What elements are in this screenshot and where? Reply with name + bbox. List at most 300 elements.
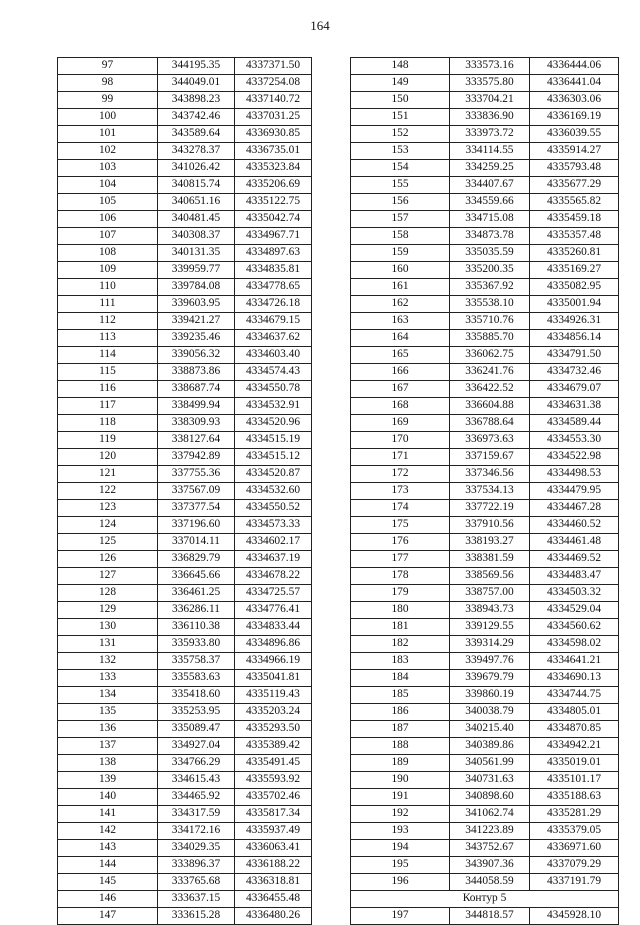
y-coordinate-cell: 4336455.48 [235, 891, 312, 908]
x-coordinate-cell: 335885.70 [450, 330, 530, 347]
point-number-cell: 114 [58, 347, 158, 364]
x-coordinate-cell: 333896.37 [158, 857, 235, 874]
point-number-cell: 116 [58, 381, 158, 398]
x-coordinate-cell: 335538.10 [450, 296, 530, 313]
x-coordinate-cell: 340815.74 [158, 177, 235, 194]
x-coordinate-cell: 337014.11 [158, 534, 235, 551]
y-coordinate-cell: 4335119.43 [235, 687, 312, 704]
x-coordinate-cell: 335710.76 [450, 313, 530, 330]
point-number-cell: 161 [351, 279, 450, 296]
x-coordinate-cell: 343752.67 [450, 840, 530, 857]
x-coordinate-cell: 333637.15 [158, 891, 235, 908]
table-row [58, 908, 312, 925]
y-coordinate-cell: 4334833.44 [235, 619, 312, 636]
table-row [58, 602, 312, 619]
point-number-cell: 123 [58, 500, 158, 517]
y-coordinate-cell: 4335357.48 [530, 228, 619, 245]
y-coordinate-cell: 4334725.57 [235, 585, 312, 602]
x-coordinate-cell: 336422.52 [450, 381, 530, 398]
y-coordinate-cell: 4334469.52 [530, 551, 619, 568]
y-coordinate-cell: 4334560.62 [530, 619, 619, 636]
y-coordinate-cell: 4334791.50 [530, 347, 619, 364]
point-number-cell: 172 [351, 466, 450, 483]
table-row [351, 619, 619, 636]
x-coordinate-cell: 343278.37 [158, 143, 235, 160]
table-row [351, 568, 619, 585]
y-coordinate-cell: 4335459.18 [530, 211, 619, 228]
point-number-cell: 149 [351, 75, 450, 92]
x-coordinate-cell: 340481.45 [158, 211, 235, 228]
y-coordinate-cell: 4335379.05 [530, 823, 619, 840]
point-number-cell: 141 [58, 806, 158, 823]
point-number-cell: 142 [58, 823, 158, 840]
y-coordinate-cell: 4334637.19 [235, 551, 312, 568]
x-coordinate-cell: 341223.89 [450, 823, 530, 840]
y-coordinate-cell: 4334967.71 [235, 228, 312, 245]
table-row [351, 194, 619, 211]
table-row [351, 347, 619, 364]
x-coordinate-cell: 335035.59 [450, 245, 530, 262]
table-row [351, 364, 619, 381]
point-number-cell: 177 [351, 551, 450, 568]
x-coordinate-cell: 339314.29 [450, 636, 530, 653]
table-row [58, 636, 312, 653]
y-coordinate-cell: 4337031.25 [235, 109, 312, 126]
table-row [351, 653, 619, 670]
x-coordinate-cell: 341026.42 [158, 160, 235, 177]
y-coordinate-cell: 4336169.19 [530, 109, 619, 126]
x-coordinate-cell: 334559.66 [450, 194, 530, 211]
y-coordinate-cell: 4334529.04 [530, 602, 619, 619]
table-row [58, 126, 312, 143]
point-number-cell: 147 [58, 908, 158, 925]
point-number-cell: 178 [351, 568, 450, 585]
table-row [58, 789, 312, 806]
point-number-cell: 159 [351, 245, 450, 262]
y-coordinate-cell: 4337371.50 [235, 58, 312, 75]
point-number-cell: 104 [58, 177, 158, 194]
table-row [58, 449, 312, 466]
table-row [351, 449, 619, 466]
y-coordinate-cell: 4335323.84 [235, 160, 312, 177]
y-coordinate-cell: 4334870.85 [530, 721, 619, 738]
x-coordinate-cell: 340131.35 [158, 245, 235, 262]
y-coordinate-cell: 4337191.79 [530, 874, 619, 891]
x-coordinate-cell: 334465.92 [158, 789, 235, 806]
y-coordinate-cell: 4334641.21 [530, 653, 619, 670]
y-coordinate-cell: 4335702.46 [235, 789, 312, 806]
point-number-cell: 165 [351, 347, 450, 364]
x-coordinate-cell: 338569.56 [450, 568, 530, 585]
point-number-cell: 105 [58, 194, 158, 211]
table-row [58, 857, 312, 874]
point-number-cell: 193 [351, 823, 450, 840]
y-coordinate-cell: 4334726.18 [235, 296, 312, 313]
x-coordinate-cell: 339235.46 [158, 330, 235, 347]
point-number-cell: 126 [58, 551, 158, 568]
point-number-cell: 148 [351, 58, 450, 75]
y-coordinate-cell: 4334896.86 [235, 636, 312, 653]
x-coordinate-cell: 344058.59 [450, 874, 530, 891]
x-coordinate-cell: 337722.19 [450, 500, 530, 517]
y-coordinate-cell: 4336930.85 [235, 126, 312, 143]
x-coordinate-cell: 336973.63 [450, 432, 530, 449]
x-coordinate-cell: 334715.08 [450, 211, 530, 228]
point-number-cell: 186 [351, 704, 450, 721]
x-coordinate-cell: 335253.95 [158, 704, 235, 721]
point-number-cell: 129 [58, 602, 158, 619]
x-coordinate-cell: 337942.89 [158, 449, 235, 466]
y-coordinate-cell: 4335491.45 [235, 755, 312, 772]
point-number-cell: 185 [351, 687, 450, 704]
x-coordinate-cell: 339959.77 [158, 262, 235, 279]
point-number-cell: 143 [58, 840, 158, 857]
y-coordinate-cell: 4334550.78 [235, 381, 312, 398]
point-number-cell: 176 [351, 534, 450, 551]
y-coordinate-cell: 4334598.02 [530, 636, 619, 653]
y-coordinate-cell: 4334679.07 [530, 381, 619, 398]
y-coordinate-cell: 4334897.63 [235, 245, 312, 262]
y-coordinate-cell: 4335914.27 [530, 143, 619, 160]
x-coordinate-cell: 334114.55 [450, 143, 530, 160]
y-coordinate-cell: 4334732.46 [530, 364, 619, 381]
point-number-cell: 135 [58, 704, 158, 721]
y-coordinate-cell: 4334550.52 [235, 500, 312, 517]
table-row [351, 704, 619, 721]
table-row [58, 568, 312, 585]
y-coordinate-cell: 4334479.95 [530, 483, 619, 500]
x-coordinate-cell: 339056.32 [158, 347, 235, 364]
y-coordinate-cell: 4334679.15 [235, 313, 312, 330]
table-row [58, 330, 312, 347]
table-row [58, 296, 312, 313]
table-row [58, 670, 312, 687]
coordinates-table-left [57, 57, 312, 925]
x-coordinate-cell: 335758.37 [158, 653, 235, 670]
table-row [351, 228, 619, 245]
table-row [351, 636, 619, 653]
point-number-cell: 162 [351, 296, 450, 313]
table-row [58, 364, 312, 381]
y-coordinate-cell: 4335293.50 [235, 721, 312, 738]
x-coordinate-cell: 344049.01 [158, 75, 235, 92]
y-coordinate-cell: 4334532.60 [235, 483, 312, 500]
point-number-cell: 169 [351, 415, 450, 432]
x-coordinate-cell: 338309.93 [158, 415, 235, 432]
point-number-cell: 108 [58, 245, 158, 262]
table-row [351, 687, 619, 704]
y-coordinate-cell: 4336318.81 [235, 874, 312, 891]
x-coordinate-cell: 343898.23 [158, 92, 235, 109]
table-row [58, 75, 312, 92]
table-row [351, 857, 619, 874]
point-number-cell: 152 [351, 126, 450, 143]
table-row [58, 245, 312, 262]
x-coordinate-cell: 338873.86 [158, 364, 235, 381]
y-coordinate-cell: 4334637.62 [235, 330, 312, 347]
table-row [58, 755, 312, 772]
x-coordinate-cell: 339421.27 [158, 313, 235, 330]
table-row [58, 177, 312, 194]
table-row [351, 534, 619, 551]
table-row [351, 330, 619, 347]
y-coordinate-cell: 4334520.96 [235, 415, 312, 432]
y-coordinate-cell: 4336971.60 [530, 840, 619, 857]
y-coordinate-cell: 4334602.17 [235, 534, 312, 551]
table-row [351, 806, 619, 823]
point-number-cell: 184 [351, 670, 450, 687]
point-number-cell: 190 [351, 772, 450, 789]
y-coordinate-cell: 4335206.69 [235, 177, 312, 194]
x-coordinate-cell: 335933.80 [158, 636, 235, 653]
table-row [58, 721, 312, 738]
x-coordinate-cell: 339497.76 [450, 653, 530, 670]
y-coordinate-cell: 4335169.27 [530, 262, 619, 279]
x-coordinate-cell: 343742.46 [158, 109, 235, 126]
y-coordinate-cell: 4334498.53 [530, 466, 619, 483]
x-coordinate-cell: 333573.16 [450, 58, 530, 75]
point-number-cell: 139 [58, 772, 158, 789]
table-row [58, 653, 312, 670]
table-row [351, 177, 619, 194]
y-coordinate-cell: 4335122.75 [235, 194, 312, 211]
x-coordinate-cell: 344818.57 [450, 908, 530, 925]
y-coordinate-cell: 4336735.01 [235, 143, 312, 160]
point-number-cell: 145 [58, 874, 158, 891]
x-coordinate-cell: 333704.21 [450, 92, 530, 109]
table-row [58, 398, 312, 415]
point-number-cell: 127 [58, 568, 158, 585]
y-coordinate-cell: 4337140.72 [235, 92, 312, 109]
y-coordinate-cell: 4334574.43 [235, 364, 312, 381]
point-number-cell: 112 [58, 313, 158, 330]
y-coordinate-cell: 4337079.29 [530, 857, 619, 874]
point-number-cell: 197 [351, 908, 450, 925]
point-number-cell: 188 [351, 738, 450, 755]
point-number-cell: 157 [351, 211, 450, 228]
point-number-cell: 196 [351, 874, 450, 891]
point-number-cell: 144 [58, 857, 158, 874]
y-coordinate-cell: 4334553.30 [530, 432, 619, 449]
x-coordinate-cell: 335583.63 [158, 670, 235, 687]
y-coordinate-cell: 4334631.38 [530, 398, 619, 415]
point-number-cell: 111 [58, 296, 158, 313]
y-coordinate-cell: 4334460.52 [530, 517, 619, 534]
table-row [58, 279, 312, 296]
table-row [351, 211, 619, 228]
point-number-cell: 150 [351, 92, 450, 109]
x-coordinate-cell: 337346.56 [450, 466, 530, 483]
x-coordinate-cell: 337534.13 [450, 483, 530, 500]
table-row [351, 279, 619, 296]
table-row [58, 687, 312, 704]
point-number-cell: 151 [351, 109, 450, 126]
x-coordinate-cell: 335200.35 [450, 262, 530, 279]
x-coordinate-cell: 343907.36 [450, 857, 530, 874]
table-row [58, 806, 312, 823]
table-row [351, 160, 619, 177]
table-row [58, 704, 312, 721]
point-number-cell: 134 [58, 687, 158, 704]
contour-section-label: Контур 5 [351, 891, 619, 908]
x-coordinate-cell: 333765.68 [158, 874, 235, 891]
point-number-cell: 137 [58, 738, 158, 755]
section-row [351, 891, 619, 908]
y-coordinate-cell: 4335817.34 [235, 806, 312, 823]
x-coordinate-cell: 336645.66 [158, 568, 235, 585]
table-row [351, 840, 619, 857]
point-number-cell: 122 [58, 483, 158, 500]
table-row [351, 517, 619, 534]
y-coordinate-cell: 4336444.06 [530, 58, 619, 75]
x-coordinate-cell: 340898.60 [450, 789, 530, 806]
y-coordinate-cell: 4335793.48 [530, 160, 619, 177]
y-coordinate-cell: 4336303.06 [530, 92, 619, 109]
x-coordinate-cell: 337755.36 [158, 466, 235, 483]
x-coordinate-cell: 333615.28 [158, 908, 235, 925]
x-coordinate-cell: 336286.11 [158, 602, 235, 619]
table-row [58, 109, 312, 126]
point-number-cell: 119 [58, 432, 158, 449]
point-number-cell: 155 [351, 177, 450, 194]
y-coordinate-cell: 4335593.92 [235, 772, 312, 789]
point-number-cell: 121 [58, 466, 158, 483]
table-row [351, 908, 619, 925]
point-number-cell: 153 [351, 143, 450, 160]
point-number-cell: 183 [351, 653, 450, 670]
x-coordinate-cell: 340561.99 [450, 755, 530, 772]
table-row [351, 398, 619, 415]
x-coordinate-cell: 334927.04 [158, 738, 235, 755]
table-row [351, 721, 619, 738]
point-number-cell: 136 [58, 721, 158, 738]
x-coordinate-cell: 340651.16 [158, 194, 235, 211]
point-number-cell: 164 [351, 330, 450, 347]
table-row [58, 381, 312, 398]
table-row [351, 670, 619, 687]
x-coordinate-cell: 334259.25 [450, 160, 530, 177]
y-coordinate-cell: 4334926.31 [530, 313, 619, 330]
x-coordinate-cell: 338381.59 [450, 551, 530, 568]
x-coordinate-cell: 338499.94 [158, 398, 235, 415]
point-number-cell: 179 [351, 585, 450, 602]
y-coordinate-cell: 4335677.29 [530, 177, 619, 194]
table-row [58, 228, 312, 245]
y-coordinate-cell: 4334515.19 [235, 432, 312, 449]
point-number-cell: 101 [58, 126, 158, 143]
y-coordinate-cell: 4334515.12 [235, 449, 312, 466]
table-row [58, 738, 312, 755]
x-coordinate-cell: 334873.78 [450, 228, 530, 245]
y-coordinate-cell: 4335001.94 [530, 296, 619, 313]
table-row [351, 585, 619, 602]
x-coordinate-cell: 339603.95 [158, 296, 235, 313]
table-row [351, 874, 619, 891]
x-coordinate-cell: 335418.60 [158, 687, 235, 704]
table-row [58, 262, 312, 279]
x-coordinate-cell: 335367.92 [450, 279, 530, 296]
x-coordinate-cell: 336788.64 [450, 415, 530, 432]
point-number-cell: 167 [351, 381, 450, 398]
y-coordinate-cell: 4334520.87 [235, 466, 312, 483]
x-coordinate-cell: 337159.67 [450, 449, 530, 466]
point-number-cell: 187 [351, 721, 450, 738]
x-coordinate-cell: 336241.76 [450, 364, 530, 381]
x-coordinate-cell: 344195.35 [158, 58, 235, 75]
point-number-cell: 99 [58, 92, 158, 109]
y-coordinate-cell: 4345928.10 [530, 908, 619, 925]
table-row [58, 823, 312, 840]
y-coordinate-cell: 4335389.42 [235, 738, 312, 755]
x-coordinate-cell: 334615.43 [158, 772, 235, 789]
point-number-cell: 191 [351, 789, 450, 806]
point-number-cell: 146 [58, 891, 158, 908]
table-row [58, 194, 312, 211]
x-coordinate-cell: 339129.55 [450, 619, 530, 636]
point-number-cell: 138 [58, 755, 158, 772]
table-row [58, 58, 312, 75]
point-number-cell: 117 [58, 398, 158, 415]
point-number-cell: 103 [58, 160, 158, 177]
y-coordinate-cell: 4334467.28 [530, 500, 619, 517]
page-number: 164 [310, 18, 330, 33]
x-coordinate-cell: 337910.56 [450, 517, 530, 534]
y-coordinate-cell: 4334503.32 [530, 585, 619, 602]
table-row [351, 126, 619, 143]
x-coordinate-cell: 338193.27 [450, 534, 530, 551]
point-number-cell: 109 [58, 262, 158, 279]
x-coordinate-cell: 335089.47 [158, 721, 235, 738]
x-coordinate-cell: 339679.79 [450, 670, 530, 687]
point-number-cell: 170 [351, 432, 450, 449]
point-number-cell: 173 [351, 483, 450, 500]
table-row [351, 738, 619, 755]
table-row [351, 772, 619, 789]
table-row [58, 619, 312, 636]
x-coordinate-cell: 340308.37 [158, 228, 235, 245]
x-coordinate-cell: 338127.64 [158, 432, 235, 449]
point-number-cell: 128 [58, 585, 158, 602]
table-row [351, 551, 619, 568]
x-coordinate-cell: 337567.09 [158, 483, 235, 500]
table-row [58, 160, 312, 177]
point-number-cell: 180 [351, 602, 450, 619]
y-coordinate-cell: 4335203.24 [235, 704, 312, 721]
point-number-cell: 98 [58, 75, 158, 92]
table-row [58, 874, 312, 891]
x-coordinate-cell: 334172.16 [158, 823, 235, 840]
table-row [351, 262, 619, 279]
y-coordinate-cell: 4334461.48 [530, 534, 619, 551]
x-coordinate-cell: 334407.67 [450, 177, 530, 194]
table-row [351, 823, 619, 840]
x-coordinate-cell: 336110.38 [158, 619, 235, 636]
y-coordinate-cell: 4334776.41 [235, 602, 312, 619]
x-coordinate-cell: 339860.19 [450, 687, 530, 704]
y-coordinate-cell: 4335101.17 [530, 772, 619, 789]
table-row [58, 415, 312, 432]
point-number-cell: 97 [58, 58, 158, 75]
y-coordinate-cell: 4335188.63 [530, 789, 619, 806]
x-coordinate-cell: 341062.74 [450, 806, 530, 823]
table-row [58, 517, 312, 534]
x-coordinate-cell: 334317.59 [158, 806, 235, 823]
table-row [58, 534, 312, 551]
x-coordinate-cell: 333973.72 [450, 126, 530, 143]
point-number-cell: 118 [58, 415, 158, 432]
x-coordinate-cell: 336461.25 [158, 585, 235, 602]
table-row [58, 143, 312, 160]
